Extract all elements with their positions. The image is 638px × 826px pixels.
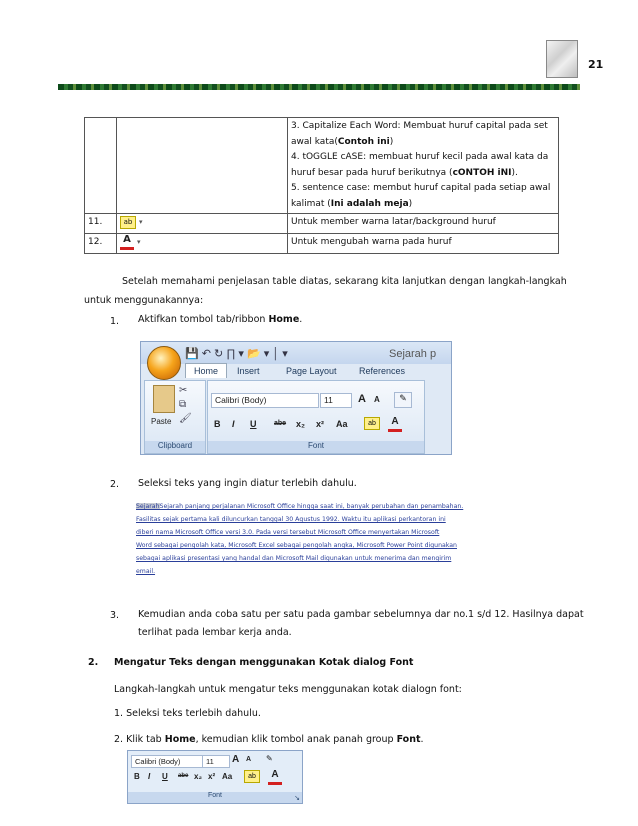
font-color-icon[interactable]: A <box>388 417 402 432</box>
chevron-down-icon: ▾ <box>137 237 141 246</box>
grow-font-button[interactable]: A <box>232 754 240 765</box>
cut-icon[interactable]: ✂ <box>179 385 188 396</box>
section-2-step-1: 1. Seleksi teks terlebih dahulu. <box>114 708 261 719</box>
strikethrough-button[interactable]: abe <box>274 420 287 427</box>
font-group-label: Font <box>128 792 302 803</box>
tab-insert[interactable]: Insert <box>237 366 260 376</box>
change-case-button[interactable]: Aa <box>336 419 348 429</box>
change-case-description: 3. Capitalize Each Word: Membuat huruf capital pada set awal kata(Contoh ini) 4. tOGGLE cASE: membuat huruf kecil pada awal kata da huruf besar pada huruf berikutnya (cONTOH iNI). 5. sentence case: membut huruf capital pada setiap awal kalimat (Ini adalah meja) <box>288 118 559 214</box>
subscript-button[interactable]: x₂ <box>194 772 203 781</box>
step-2-text: Seleksi teks yang ingin diatur terlebih dahulu. <box>138 478 357 489</box>
underline-button[interactable]: U <box>162 772 168 781</box>
header-band <box>58 84 580 90</box>
font-color-icon: A <box>120 235 134 250</box>
paste-icon[interactable] <box>153 385 175 413</box>
tab-references[interactable]: References <box>359 366 406 376</box>
bold-button[interactable]: B <box>134 772 140 781</box>
page-number: 21 <box>588 58 604 71</box>
table-row <box>85 118 559 214</box>
format-table <box>84 117 559 254</box>
font-color-icon[interactable]: A <box>268 770 282 785</box>
shrink-font-button[interactable]: A <box>246 756 252 763</box>
font-group-label: Font <box>208 441 424 453</box>
page-corner-decoration <box>546 40 578 78</box>
italic-button[interactable]: I <box>232 419 235 429</box>
shrink-font-button[interactable]: A <box>374 395 380 404</box>
step-2-number: 2. <box>110 479 120 490</box>
section-2-number: 2. <box>88 657 99 668</box>
highlight-icon: ab <box>120 216 136 229</box>
underline-button[interactable]: U <box>250 419 257 429</box>
subscript-button[interactable]: x₂ <box>296 419 306 429</box>
paste-button[interactable]: Paste <box>151 417 172 426</box>
format-painter-icon[interactable]: 🖌 <box>179 413 192 424</box>
clear-format-icon[interactable]: ✎ <box>266 754 273 763</box>
chevron-down-icon: ▾ <box>139 218 143 226</box>
highlight-icon[interactable]: ab <box>244 770 260 783</box>
ribbon-screenshot-home <box>140 341 452 455</box>
table-row: 11. ab ▾ Untuk member warna latar/background huruf <box>85 214 559 234</box>
intro-paragraph: Setelah memahami penjelasan table diatas, sekarang kita lanjutkan dengan langkah-langkah untuk menggunakannya: <box>84 276 567 306</box>
table-row: 12. A ▾ Untuk mengubah warna pada huruf <box>85 233 559 253</box>
superscript-button[interactable]: x² <box>316 419 325 429</box>
step-3-number: 3. <box>110 610 120 621</box>
italic-button[interactable]: I <box>148 772 151 781</box>
section-2-intro: Langkah-langkah untuk mengatur teks menggunakan kotak dialogn font: <box>114 684 462 695</box>
step-1-number: 1. <box>110 316 120 327</box>
section-2-step-2: 2. Klik tab Home, kemudian klik tombol anak panah group Font. <box>114 734 424 745</box>
tab-page-layout[interactable]: Page Layout <box>286 366 337 376</box>
sample-text-image: SejarahSejarah panjang perjalanan Microsoft Office hingga saat ini, banyak perubahan dan penambahan. Fasilitas sejak pertama kali diluncurkan tanggal 30 Agustus 1992. Waktu itu aplikasi perkantoran ini diberi nama Microsoft Office versi 3.0. Pada versi tersebut Microsoft Office menyertakan Microsoft Word sebagai pengolah kata, Microsoft Excel sebagai pengolah angka, Microsoft Power Point digunakan sebagai aplikasi presentasi yang handal dan Microsoft Mail digunakan untuk menerima dan mengirim email. <box>136 503 464 575</box>
office-button-icon <box>147 346 181 380</box>
highlight-icon[interactable]: ab <box>364 417 380 430</box>
font-group-screenshot <box>127 750 303 804</box>
section-2-title: Mengatur Teks dengan menggunakan Kotak dialog Font <box>114 657 414 668</box>
bold-button[interactable]: B <box>214 419 221 429</box>
strikethrough-button[interactable]: abe <box>178 773 189 779</box>
window-title: Sejarah p <box>389 348 437 360</box>
step-3-text: Kemudian anda coba satu per satu pada gambar sebelumnya dar no.1 s/d 12. Hasilnya dapat terlihat pada lembar kerja anda. <box>138 609 584 638</box>
font-size-select[interactable]: 11 <box>202 755 230 768</box>
step-1-text: Aktifkan tombol tab/ribbon Home. <box>138 314 303 325</box>
font-size-select[interactable]: 11 <box>320 393 352 408</box>
copy-icon[interactable]: ⧉ <box>179 399 187 410</box>
dialog-launcher-icon[interactable]: ↘ <box>294 795 300 802</box>
font-name-select[interactable]: Calibri (Body) <box>131 755 203 768</box>
change-case-button[interactable]: Aa <box>222 772 233 781</box>
superscript-button[interactable]: x² <box>208 772 216 781</box>
tab-home[interactable]: Home <box>185 363 227 378</box>
clipboard-group-label: Clipboard <box>145 441 205 453</box>
font-name-select[interactable]: Calibri (Body) <box>211 393 319 408</box>
clipboard-group <box>144 380 206 454</box>
clear-format-icon[interactable]: ✎ <box>394 392 412 408</box>
font-group <box>207 380 425 454</box>
grow-font-button[interactable]: A <box>358 393 366 405</box>
quick-access-toolbar: 💾 ↶ ↻ ∏ ▾ 📂 ▾ │ ▾ <box>185 348 288 360</box>
